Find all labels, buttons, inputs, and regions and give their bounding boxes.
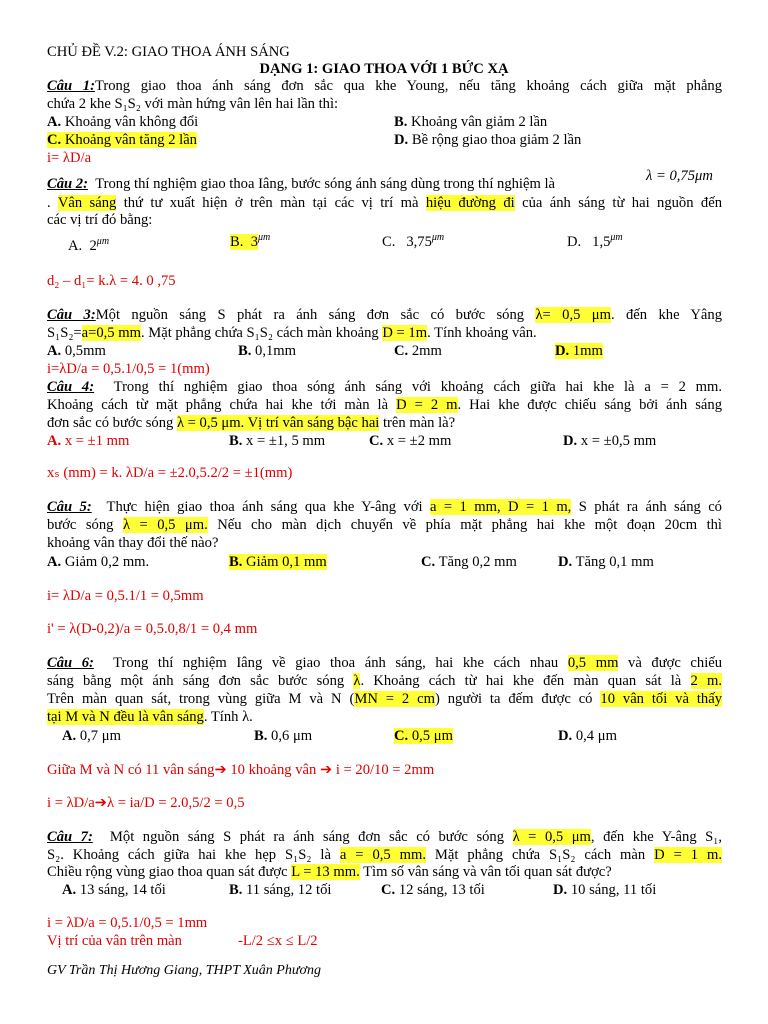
q7-option-c: C. 12 sáng, 13 tối: [381, 882, 485, 898]
q2-stem-line2: . Vân sáng thứ tư xuất hiện ở trên màn tại các vị trí mà hiệu đường đi của ánh sáng từ hai nguồn đến: [47, 195, 723, 211]
q1-solution: i= λD/a: [47, 150, 92, 166]
q7-solution-2: Vị trí của vân trên màn -L/2 ≤x ≤ L/2: [47, 933, 318, 949]
q5-stem-line1: Câu 5: Thực hiện giao thoa ánh sáng qua khe Y-âng với a = 1 mm, D = 1 m, S phát ra ánh sáng có: [47, 499, 722, 515]
q6-option-d: D. 0,4 μm: [558, 728, 617, 744]
q7-option-a: A. 13 sáng, 14 tối: [62, 882, 166, 898]
q2-option-b: B. $3^{\mu m}$: [230, 232, 271, 250]
q1-option-a: A. Khoảng vân không đổi: [47, 114, 199, 130]
q6-option-b: B. 0,6 μm: [254, 728, 313, 744]
q5-solution-1: i= λD/a = 0,5.1/1 = 0,5mm: [47, 588, 204, 604]
q5-stem-line3: khoảng vân thay đổi thế nào?: [47, 535, 219, 551]
arrow-right-icon: ➔: [319, 762, 333, 778]
q4-option-b: B. x = ±1, 5 mm: [229, 433, 326, 449]
q2-option-d: D. $1,5^{\mu m}$: [567, 232, 623, 250]
q7-option-b: B. 11 sáng, 12 tối: [229, 882, 332, 898]
q7-stem-line3: Chiều rộng vùng giao thoa quan sát được L = 13 mm. Tìm số vân sáng và vân tối quan sát được?: [47, 864, 612, 880]
q7-stem-line1: Câu 7: Một nguồn sáng S phát ra ánh sáng đơn sắc có bước sóng λ = 0,5 μm, đến khe Y-âng S₁,: [47, 829, 723, 845]
q1-option-d: D. Bề rộng giao thoa giảm 2 lần: [394, 132, 582, 148]
q5-option-c: C. Tăng 0,2 mm: [421, 554, 517, 570]
q5-stem-line2: bước sóng λ = 0,5 μm. Nếu cho màn dịch chuyển về phía mặt phẳng hai khe một đoạn 20cm thì: [47, 517, 722, 533]
q1-stem-line1: Câu 1:Trong giao thoa ánh sáng đơn sắc qua khe Young, nếu tăng khoảng cách giữa mặt phẳng: [47, 78, 723, 94]
doc-header: CHỦ ĐỀ V.2: GIAO THOA ÁNH SÁNG: [47, 44, 290, 60]
q4-option-d: D. x = ±0,5 mm: [563, 433, 657, 449]
q5-solution-2: i' = λ(D-0,2)/a = 0,5.0,8/1 = 0,4 mm: [47, 621, 258, 637]
q7-stem-line2: S₂. Khoảng cách giữa hai khe hẹp S₁S₂ là a = 0,5 mm. Mặt phẳng chứa S₁S₂ cách màn D = 1 m.: [47, 847, 722, 863]
q5-option-a: A. Giảm 0,2 mm.: [47, 554, 150, 570]
q3-stem-line1: Câu 3:Một nguồn sáng S phát ra ánh sáng đơn sắc có bước sóng λ= 0,5 μm. đến khe Yâng: [47, 307, 723, 323]
q4-stem-line2: Khoảng cách từ mặt phẳng chứa hai khe tới màn là D = 2 m. Hai khe được chiếu sáng bởi ánh sáng: [47, 397, 722, 413]
q3-stem-line2: S₁S₂=a=0,5 mm. Mặt phẳng chứa S₁S₂ cách màn khoảng D = 1m. Tính khoảng vân.: [47, 325, 537, 341]
q2-solution: d₂ – d₁= k.λ = 4. 0 ,75: [47, 273, 176, 289]
q6-option-a: A. 0,7 μm: [62, 728, 121, 744]
arrow-right-icon: ➔: [214, 762, 227, 778]
arrow-right-icon: ➔: [94, 795, 107, 811]
page-title: DẠNG 1: GIAO THOA VỚI 1 BỨC XẠ: [259, 61, 509, 77]
q4-option-c: C. x = ±2 mm: [369, 433, 452, 449]
q6-solution-1: Giữa M và N có 11 vân sáng➔ 10 khoảng vân ➔ i = 20/10 = 2mm: [47, 762, 435, 778]
q4-option-a: A. x = ±1 mm: [47, 433, 130, 449]
q3-option-d: D. 1mm: [555, 343, 603, 359]
q4-stem-line3: đơn sắc có bước sóng λ = 0,5 μm. Vị trí vân sáng bậc hai trên màn là?: [47, 415, 456, 431]
q1-label: Câu 1:: [47, 78, 95, 94]
q3-option-c: C. 2mm: [394, 343, 442, 359]
q2-stem-line1: Câu 2: Trong thí nghiệm giao thoa Iâng, bước sóng ánh sáng dùng trong thí nghiệm là: [47, 176, 555, 192]
q1-stem-line2: chứa 2 khe S₁S₂ với màn hứng vân lên hai lần thì:: [47, 96, 339, 112]
q4-solution: xₛ (mm) = k. λD/a = ±2.0,5.2/2 = ±1(mm): [47, 465, 293, 481]
q2-option-c: C. $3,75^{\mu m}$: [382, 232, 445, 250]
q3-solution: i=λD/a = 0,5.1/0,5 = 1(mm): [47, 361, 210, 377]
q2-lambda: λ = 0,75μm: [646, 168, 713, 184]
q1-option-c: C. Khoảng vân tăng 2 lần: [47, 132, 197, 148]
q3-option-a: A. 0,5mm: [47, 343, 106, 359]
q6-solution-2: i = λD/a➔λ = ia/D = 2.0,5/2 = 0,5: [47, 795, 245, 811]
footer-author: GV Trần Thị Hương Giang, THPT Xuân Phương: [47, 963, 321, 978]
q5-option-b: B. Giảm 0,1 mm: [229, 554, 327, 570]
q6-stem-line3: Trên màn quan sát, trong vùng giữa M và N (MN = 2 cm) người ta đếm được có 10 vân tối và thấy: [47, 691, 722, 707]
q7-solution-1: i = λD/a = 0,5.1/0,5 = 1mm: [47, 915, 208, 931]
q5-option-d: D. Tăng 0,1 mm: [558, 554, 654, 570]
q2-option-a: A. $2^{\mu m}$: [68, 236, 110, 254]
q7-option-d: D. 10 sáng, 11 tối: [553, 882, 657, 898]
q6-stem-line1: Câu 6: Trong thí nghiệm Iâng về giao thoa ánh sáng, hai khe cách nhau 0,5 mm và được chiếu: [47, 655, 723, 671]
q2-stem-line3: các vị trí đó bằng:: [47, 212, 153, 228]
q6-stem-line4: tại M và N đều là vân sáng. Tính λ.: [47, 709, 253, 725]
q3-option-b: B. 0,1mm: [238, 343, 296, 359]
q1-option-b: B. Khoảng vân giảm 2 lần: [394, 114, 548, 130]
q6-option-c: C. 0,5 μm: [394, 728, 453, 744]
q6-stem-line2: sáng bằng một ánh sáng đơn sắc bước sóng λ. Khoảng cách từ hai khe đến màn quan sát là 2 m.: [47, 673, 723, 689]
q4-stem-line1: Câu 4: Trong thí nghiệm giao thoa sóng ánh sáng với khoảng cách giữa hai khe là a = 2 mm.: [47, 379, 723, 395]
